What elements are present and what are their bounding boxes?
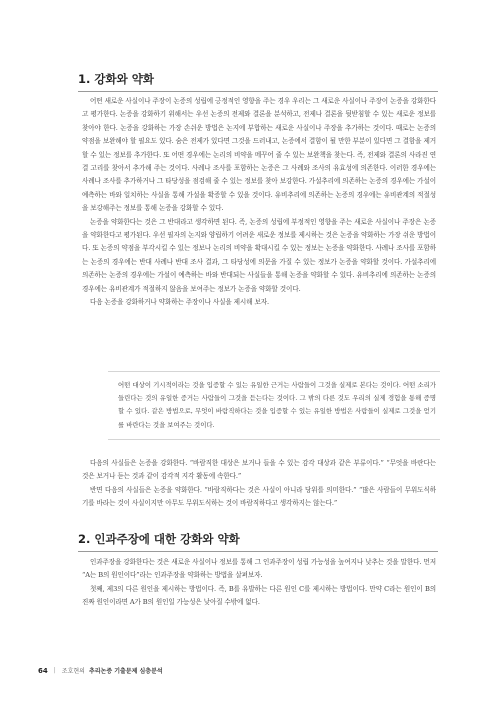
footer-book-title: 추리논증 기출문제 심층분석	[88, 668, 163, 675]
paragraph: 어떤 새로운 사실이나 주장이 논증의 성립에 긍정적인 영향을 주는 경우 우리는 그 새로운 사실이나 주장이 논증을 강화한다고 평가한다. 논증을 강화하기 위해서는 우선 논증의 전제와 결론을 분석하고, 전제나 결론을 뒷받침할 수 있는 새로운 정보를 찾아야 한다. 논증을 강화하는 가장 손쉬운 방법은 논지에 부합하는 새로운 사실이나 주장을 추가하는 것이다. 때로는 논증의 약점을 보완해야 할 필요도 있다. 숨은 전제가 있다면 그것을 드러내고, 논증에서 결함이 될 만한 부분이 있다면 그 결함을 제거할 수 있는 정보를 추가한다. 또 어떤 경우에는 논리의 비약을 메꾸어 줄 수 있는 보완책을 찾는다. 즉, 전제와 결론의 사라진 연결 고리를 찾아서 추가해 주는 것이다. 사례나 조사를 포함하는 논증은 그 사례와 조사의 유효성에 의존한다. 이러한 경우에는 사례나 조사를 추가하거나 그 타당성을 점검해 줄 수 있는 정보를 찾아 보강한다. 가설추리에 의존하는 논증의 경우에는 가설이 예측하는 바와 일치하는 사실을 통해 가설을 확증할 수 있을 것이다. 유비추리에 의존하는 논증의 경우에는 유비관계의 적절성을 보강해주는 정보를 통해 논증을 강화할 수 있다.	[82, 97, 436, 213]
footer-author: 조호현의	[61, 668, 85, 675]
paragraph: 다음 논증을 강화하거나 약화하는 주장이나 사실을 제시해 보자.	[90, 298, 269, 307]
section-1-heading	[78, 72, 438, 92]
section-2-title: 2. 인과주장에 대한 강화와 약화	[78, 532, 240, 546]
section-1-title: 1. 강화와 약화	[78, 72, 154, 86]
page-footer	[38, 666, 163, 675]
section-2-rule	[78, 551, 438, 552]
paragraph: 첫째, 제3의 다른 원인을 제시하는 방법이다. 즉, B를 유발하는 다른 원인 C를 제시하는 방법이다. 만약 C라는 원인이 B의 진짜 원인이라면 A가 B의 원인일 가능성은 낮아질 수밖에 없다.	[82, 584, 436, 607]
page-number: 64	[38, 666, 48, 675]
paragraph: 다음의 사실들은 논증을 강화한다. “바람직한 대상은 보거나 들을 수 있는 감각 대상과 같은 부류이다.” “무엇을 바란다는 것은 보거나 듣는 것과 같이 감각적 지각 활동에 속한다.”	[82, 459, 436, 481]
section-1-body	[82, 95, 436, 310]
example-argument-box	[108, 371, 440, 440]
section-1-rule	[78, 91, 438, 92]
paragraph: 반면 다음의 사실들은 논증을 약화한다. “바람직하다는 것은 사실이 아니라 당위를 의미한다.” “많은 사람들이 무위도식하기를 바라는 것이 사실이지만 아무도 무위도식하는 것이 바람직하다고 생각하지는 않는다.”	[82, 485, 436, 508]
section-1-conclusion	[82, 457, 436, 511]
example-argument-text: 어떤 대상이 기시적이라는 것을 입증할 수 있는 유일한 근거는 사람들이 그것을 실제로 본다는 것이다. 어떤 소리가 들린다는 것의 유일한 증거는 사람들이 그것을 듣는다는 것이다. 그 밖의 다른 것도 우리의 실제 경험을 통해 증명할 수 있다. 같은 방법으로, 무엇이 바람직하다는 것을 입증할 수 있는 유일한 방법은 사람들이 실제로 그것을 얻기를 바란다는 것을 보여주는 것이다.	[118, 381, 436, 429]
paragraph: 인과주장을 강화한다는 것은 새로운 사실이나 정보를 통해 그 인과주장이 성립 가능성을 높여지나 낮추는 것을 말한다. 먼저 “A는 B의 원인이다”라는 인과주장을 약화하는 방법을 살펴보자.	[82, 558, 436, 580]
paragraph: 논증을 약화한다는 것은 그 반대라고 생각하면 된다. 즉, 논증의 성립에 부정적인 영향을 주는 새로운 사실이나 주장은 논증을 약화한다고 평가된다. 우선 필자의 논지와 양립하기 어려운 새로운 정보를 제시하는 것은 논증을 약화하는 가장 쉬운 방법이다. 또 논증의 약점을 부각시킬 수 있는 정보나 논리의 비약을 확대시킬 수 있는 정보는 논증을 약화한다. 사례나 조사를 포함하는 논증의 경우에는 반대 사례나 반대 조사 결과, 그 타당성에 의문을 가질 수 있는 정보가 논증을 약화할 것이다. 가설추리에 의존하는 논증의 경우에는 가설이 예측하는 바와 반대되는 사실들을 통해 논증을 약화할 수 있다. 유비추리에 의존하는 논증의 경우에는 유비관계가 적절하지 않음을 보여주는 정보가 논증을 약화할 것이다.	[82, 217, 436, 293]
section-2-heading	[78, 532, 438, 552]
section-2-body	[82, 556, 436, 610]
footer-divider: |	[53, 667, 56, 674]
